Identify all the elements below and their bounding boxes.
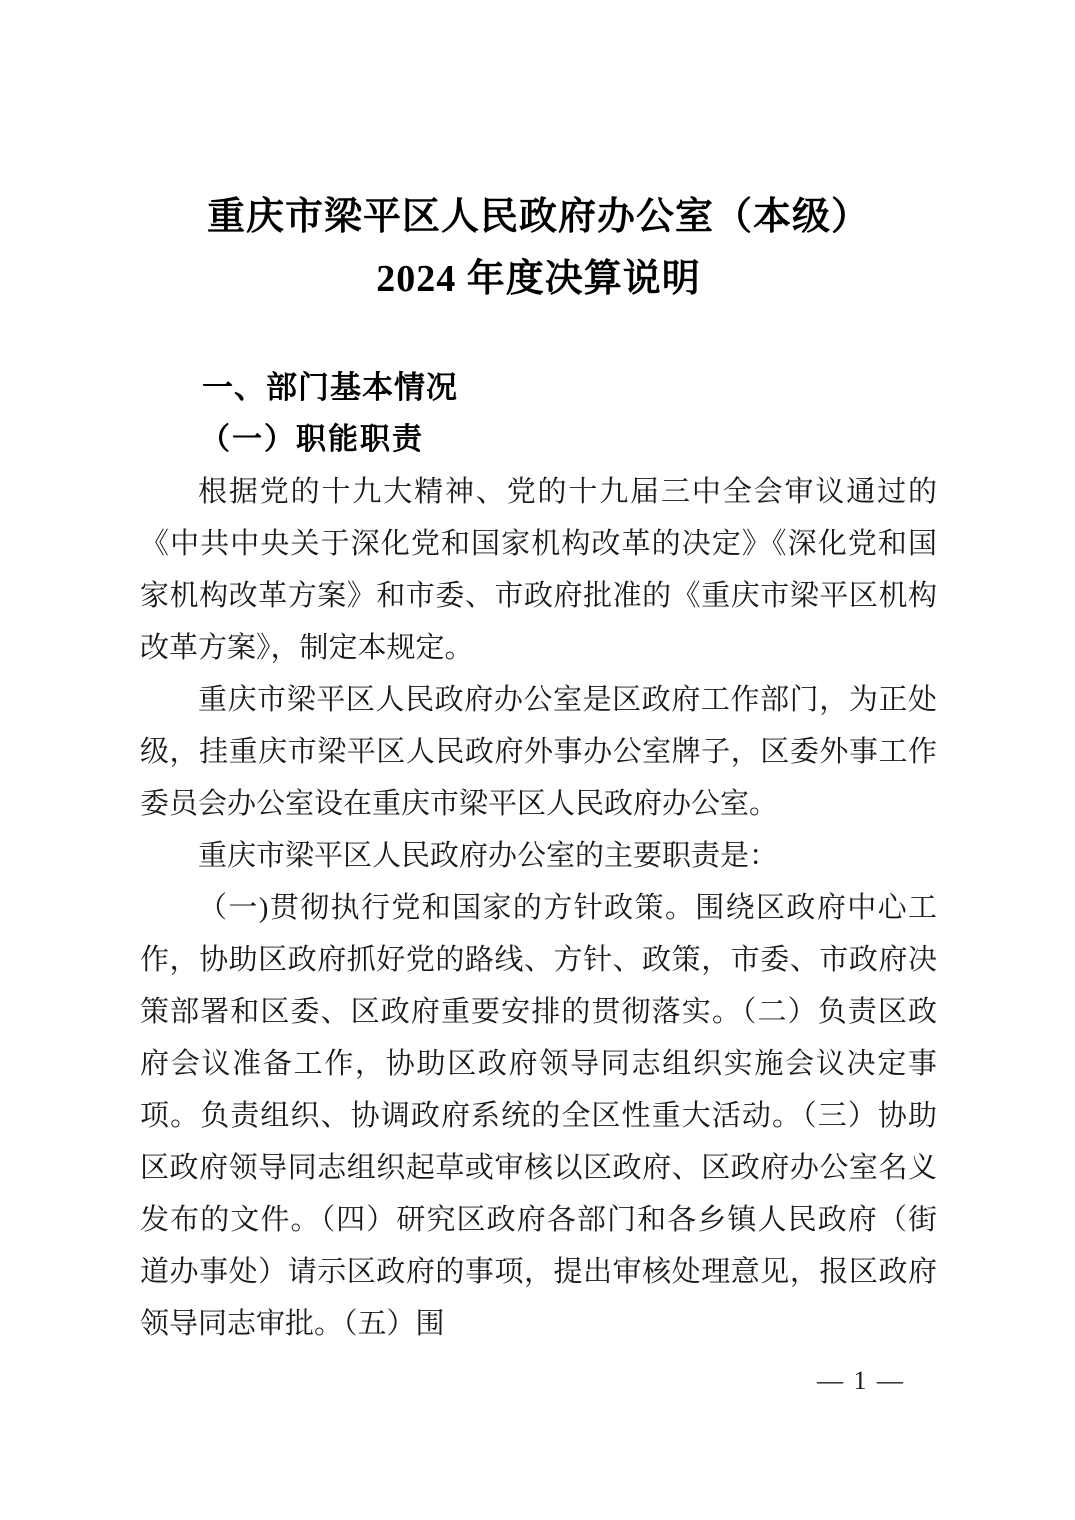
document-content (140, 0, 937, 1350)
document-title-line2: 2024 年度决算说明 (376, 258, 701, 300)
document-title (140, 186, 937, 310)
subsection-heading-functions-duties: （一）职能职责 (200, 423, 424, 456)
paragraph-office-description: 重庆市梁平区人民政府办公室是区政府工作部门，为正处级，挂重庆市梁平区人民政府外事办公室牌子，区委外事工作委员会办公室设在重庆市梁平区人民政府办公室。 (140, 684, 937, 820)
paragraph-duties-list: （一)贯彻执行党和国家的方针政策。围绕区政府中心工作，协助区政府抓好党的路线、方针、政策，市委、市政府决策部署和区委、区政府重要安排的贯彻落实。（二）负责区政府会议准备工作，协助区政府领导同志组织实施会议决定事项。负责组织、协调政府系统的全区性重大活动。（三）协助区政府领导同志组织起草或审核以区政府、区政府办公室名义发布的文件。（四）研究区政府各部门和各乡镇人民政府（街道办事处）请示区政府的事项，提出审核处理意见，报区政府领导同志审批。（五）围 (140, 892, 937, 1340)
section-heading-basic-information: 一、部门基本情况 (202, 370, 458, 405)
page-number: — 1 — (817, 1366, 905, 1395)
document-title-line1: 重庆市梁平区人民政府办公室（本级） (206, 196, 870, 238)
paragraph-main-duties-lead-in: 重庆市梁平区人民政府办公室的主要职责是： (198, 840, 779, 872)
paragraph-basis-of-regulation: 根据党的十九大精神、党的十九届三中全会审议通过的《中共中央关于深化党和国家机构改革的决定》《深化党和国家机构改革方案》和市委、市政府批准的《重庆市梁平区机构改革方案》，制定本规定。 (140, 476, 937, 664)
